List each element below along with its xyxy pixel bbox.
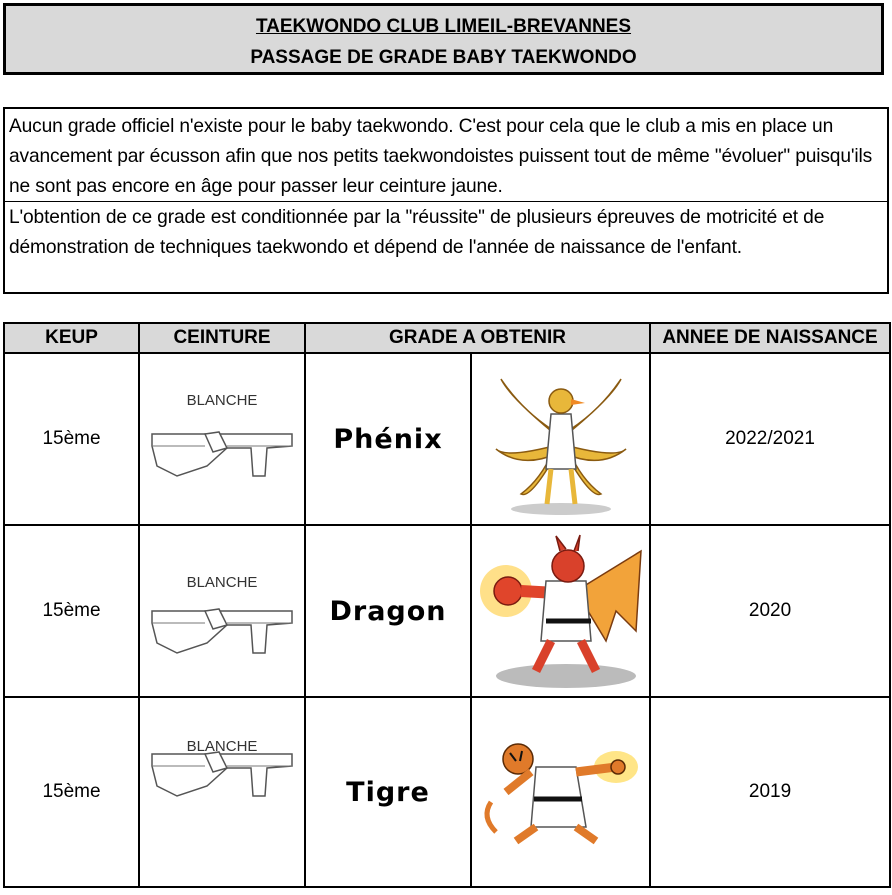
belt-cell (139, 353, 305, 525)
mascot-cell (471, 525, 650, 697)
keup-cell: 15ème (4, 353, 139, 525)
intro-box (3, 107, 889, 294)
table-row (4, 697, 890, 887)
table-row (4, 353, 890, 525)
table-row (4, 525, 890, 697)
keup-cell: 15ème (4, 697, 139, 887)
white-belt-icon (147, 746, 297, 806)
header-ceinture: CEINTURE (139, 323, 305, 353)
title-box (3, 3, 884, 75)
grades-table (3, 322, 891, 888)
tiger-icon (476, 737, 646, 847)
belt-label: BLANCHE (186, 738, 258, 755)
belt-cell (139, 525, 305, 697)
white-belt-icon (147, 426, 297, 486)
belt-cell (139, 697, 305, 887)
intro-paragraph-1: Aucun grade officiel n'existe pour le baby taekwondo. C'est pour cela que le club a mis en place un avancement par écusson afin que nos petits taekwondoistes puissent tout de même "évoluer" puisqu'ils ne sont pas encore en âge pour passer leur ceinture jaune. (9, 116, 873, 197)
intro-paragraph-2: L'obtention de ce grade est conditionnée par la "réussite" de plusieurs épreuves de motricité et de démonstration de techniques taekwondo et dépend de l'année de naissance de l'enfant. (9, 207, 825, 258)
header-annee: ANNEE DE NAISSANCE (650, 323, 890, 353)
belt-label: BLANCHE (186, 574, 258, 591)
header-grade: GRADE A OBTENIR (305, 323, 650, 353)
white-belt-icon (147, 603, 297, 663)
year-cell: 2020 (650, 525, 890, 697)
header-keup: KEUP (4, 323, 139, 353)
page-title: PASSAGE DE GRADE BABY TAEKWONDO (250, 47, 637, 68)
phoenix-icon (481, 359, 641, 519)
grade-name: Tigre (305, 697, 471, 887)
mascot-cell (471, 353, 650, 525)
keup-cell: 15ème (4, 525, 139, 697)
year-cell: 2022/2021 (650, 353, 890, 525)
dragon-icon (476, 531, 646, 691)
grade-name: Dragon (305, 525, 471, 697)
year-cell: 2019 (650, 697, 890, 887)
grade-name: Phénix (305, 353, 471, 525)
table-header-row (4, 323, 890, 353)
mascot-cell (471, 697, 650, 887)
belt-label: BLANCHE (186, 392, 258, 409)
club-title: TAEKWONDO CLUB LIMEIL-BREVANNES (255, 16, 632, 37)
intro-divider (5, 201, 887, 202)
